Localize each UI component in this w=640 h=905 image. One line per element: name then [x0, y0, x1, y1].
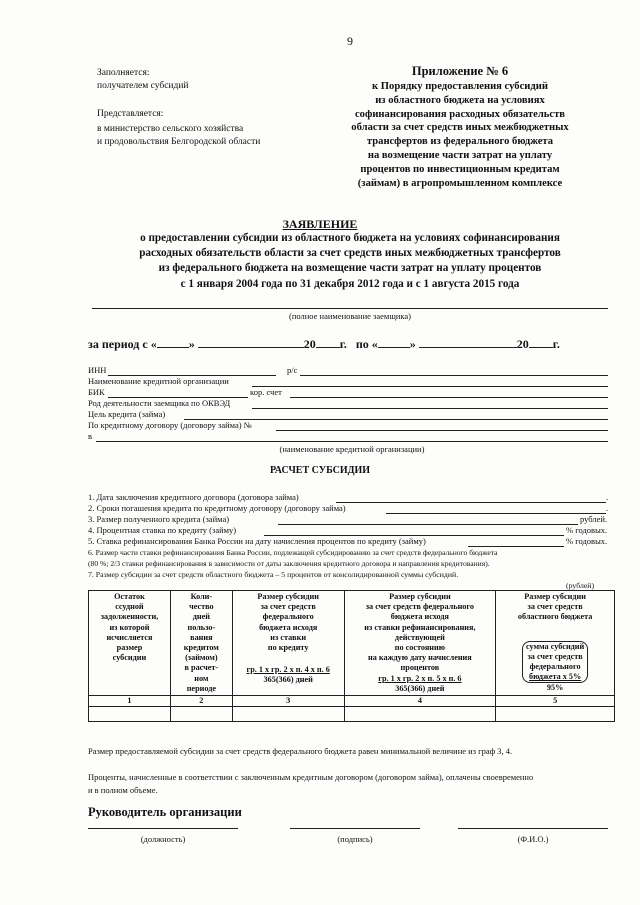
bank-name-field[interactable] [252, 386, 608, 387]
purpose-label: Цель кредита (займа) [88, 409, 166, 419]
note-1: Размер предоставляемой субсидии за счет средств федерального бюджета равен минимальной величине из граф 3, 4. [88, 746, 513, 756]
item-2: 2. Сроки погашения кредита по кредитному договору (договору займа) [88, 503, 346, 513]
subsidy-table [88, 590, 615, 722]
calc-title: РАСЧЕТ СУБСИДИИ [269, 465, 371, 476]
borrower-name-field[interactable] [92, 308, 608, 309]
appendix-line: на возмещение части затрат на уплату [367, 149, 553, 161]
kor-field[interactable] [290, 397, 608, 398]
period-month-to[interactable] [419, 347, 517, 348]
period-year-to[interactable] [529, 347, 553, 348]
appendix-body [320, 80, 600, 190]
submitted-label: Представляется: [97, 109, 164, 119]
item-3-field[interactable] [278, 524, 578, 525]
regional-formula-box: сумма субсидий за счет средств федерального бюджета х 5% [522, 641, 588, 684]
statement-body [80, 231, 620, 292]
col-num-2: 2 [170, 696, 232, 707]
note-2-line1: Проценты, начисленные в соответствии с заключенным кредитным договором (договором займа), оплачены своевременно [88, 772, 534, 782]
item-3: 3. Размер полученного кредита (займа) [88, 514, 230, 524]
period-day-to[interactable] [378, 347, 410, 348]
bank-field[interactable] [96, 441, 608, 442]
statement-title: ЗАЯВЛЕНИЕ [282, 217, 358, 231]
signature-caption: (подпись) [337, 834, 373, 844]
submitted-line1: в министерство сельского хозяйства [97, 124, 244, 134]
item-1-field[interactable] [336, 502, 606, 503]
period-quote: » [409, 337, 416, 351]
cell-federal-refinance[interactable] [344, 707, 496, 722]
contract-label: По кредитному договору (договору займа) № [88, 420, 252, 430]
days-col3: 365(366) дней [263, 675, 313, 685]
pct-95: 95% [546, 683, 564, 693]
fio-field[interactable] [458, 828, 608, 829]
cell-federal-credit[interactable] [232, 707, 344, 722]
period-year-suffix: г. [339, 337, 347, 351]
appendix-line: области за счет средств иных межбюджетных [351, 122, 569, 134]
item-7: 7. Размер субсидии за счет средств областного бюджета – 5 процентов от консолидированной суммы субсидий. [88, 570, 459, 579]
cell-regional[interactable] [496, 707, 615, 722]
statement-line: из федерального бюджета на возмещение части затрат на уплату процентов [158, 262, 542, 275]
period-year-prefix: 20 [303, 337, 316, 351]
period-year-suffix: г. [552, 337, 560, 351]
period-year-prefix: 20 [516, 337, 529, 351]
statement-line: расходных обязательств области за счет средств иных межбюджетных трансфертов [139, 247, 561, 260]
okved-label: Род деятельности заемщика по ОКВЭД [88, 398, 231, 408]
item-6-line2: (80 %; 2/3 ставки рефинансирования в зависимости от даты заключения кредитного договора и направления кредитования). [88, 559, 490, 568]
formula-col3: гр. 1 х гр. 2 х п. 4 х п. 6 [246, 665, 330, 675]
item-5: 5. Ставка рефинансирования Банка России на дату начисления процентов по кредиту (займу) [88, 536, 426, 546]
col-num-1: 1 [89, 696, 171, 707]
period-month-from[interactable] [198, 347, 304, 348]
col-num-4: 4 [344, 696, 496, 707]
head-of-organization: Руководитель организации [88, 805, 242, 819]
statement-line: с 1 января 2004 года по 31 декабря 2012 года и с 1 августа 2015 года [180, 277, 520, 290]
position-field[interactable] [88, 828, 238, 829]
item-4: 4. Процентная ставка по кредиту (займу) [88, 525, 237, 535]
appendix-line: из областного бюджета на условиях [375, 94, 545, 106]
formula-col4: гр. 1 х гр. 2 х п. 5 х п. 6 [378, 673, 462, 683]
item-4-suffix: % годовых. [566, 525, 608, 535]
item-3-suffix: рублей. [580, 514, 608, 524]
period-prefix: за период с « [88, 337, 157, 351]
col-header-regional: Размер субсидии за счет средств областного бюджета сумма субсидий за счет средств федерального бюджета х 5% 95% [496, 591, 615, 696]
signature-field[interactable] [290, 828, 420, 829]
table-header-row [89, 591, 615, 696]
col-header-federal-refinance-rate: Размер субсидии за счет средств федерального бюджета исходя из ставки рефинансирования, действующей по состоянию на каждую дату начисления процентов гр. 1 х гр. 2 х п. 5 х п. 6 365(366) дней [344, 591, 496, 696]
item-6-line1: 6. Размер части ставки рефинансирования Банка России, подлежащей субсидированию за счет средств федерального бюджета [88, 548, 498, 557]
table-row [89, 707, 615, 722]
period-year-from[interactable] [316, 347, 340, 348]
filled-by-label: Заполняется: [97, 68, 150, 78]
appendix-line: софинансирования расходных обязательств [354, 108, 565, 120]
appendix-line: (займам) в агропромышленном комплексе [357, 177, 563, 189]
contract-field[interactable] [276, 430, 608, 431]
rs-label: р/с [287, 365, 298, 375]
appendix-line: трансфертов из федерального бюджета [366, 136, 554, 148]
in-label: в [88, 431, 93, 441]
inn-label: ИНН [88, 365, 107, 375]
period-quote: » [188, 337, 195, 351]
appendix-title: Приложение № 6 [411, 64, 509, 78]
item-2-dot: . [606, 503, 609, 513]
col-header-days: Коли- чество дней пользо- вания кредитом (займом) в расчет- ном периоде [170, 591, 232, 696]
col-num-5: 5 [496, 696, 615, 707]
kor-label: кор. счет [250, 387, 282, 397]
bank-name-label: Наименование кредитной организации [88, 376, 229, 386]
item-1-dot: . [606, 492, 609, 502]
period-row [88, 337, 560, 352]
page-number: 9 [347, 34, 353, 48]
days-col4: 365(366) дней [395, 683, 445, 693]
col-header-federal-credit-rate: Размер субсидии за счет средств федерального бюджета исходя из ставки по кредиту гр. 1 х гр. 2 х п. 4 х п. 6 365(366) дней [232, 591, 344, 696]
item-5-field[interactable] [468, 546, 564, 547]
col-header-balance: Остаток ссудной задолженности, из которой исчисляется размер субсидии [89, 591, 171, 696]
note-2-line2: и в полном объеме. [88, 785, 158, 795]
appendix-line: процентов по инвестиционным кредитам [360, 163, 560, 175]
submitted-line2: и продовольствия Белгородской области [97, 137, 261, 147]
cell-balance[interactable] [89, 707, 171, 722]
position-caption: (должность) [140, 834, 186, 844]
filled-by-value: получателем субсидий [97, 81, 189, 91]
rubles-label: (рублей) [566, 581, 595, 590]
bik-label: БИК [88, 387, 105, 397]
period-to-label: по « [355, 337, 378, 351]
item-2-field[interactable] [386, 513, 606, 514]
rs-field[interactable] [300, 375, 608, 376]
item-1: 1. Дата заключения кредитного договора (договора займа) [88, 492, 299, 502]
cell-days[interactable] [170, 707, 232, 722]
borrower-caption: (полное наименование заемщика) [288, 311, 412, 321]
item-5-suffix: % годовых. [566, 536, 608, 546]
table-number-row [89, 696, 615, 707]
bank-caption: (наименование кредитной организации) [279, 444, 425, 454]
fio-caption: (Ф.И.О.) [517, 834, 549, 844]
statement-line: о предоставлении субсидии из областного бюджета на условиях софинансирования [140, 232, 560, 244]
okved-field[interactable] [252, 408, 608, 409]
appendix-line: к Порядку предоставления субсидий [372, 81, 548, 92]
period-day-from[interactable] [157, 347, 189, 348]
col-num-3: 3 [232, 696, 344, 707]
